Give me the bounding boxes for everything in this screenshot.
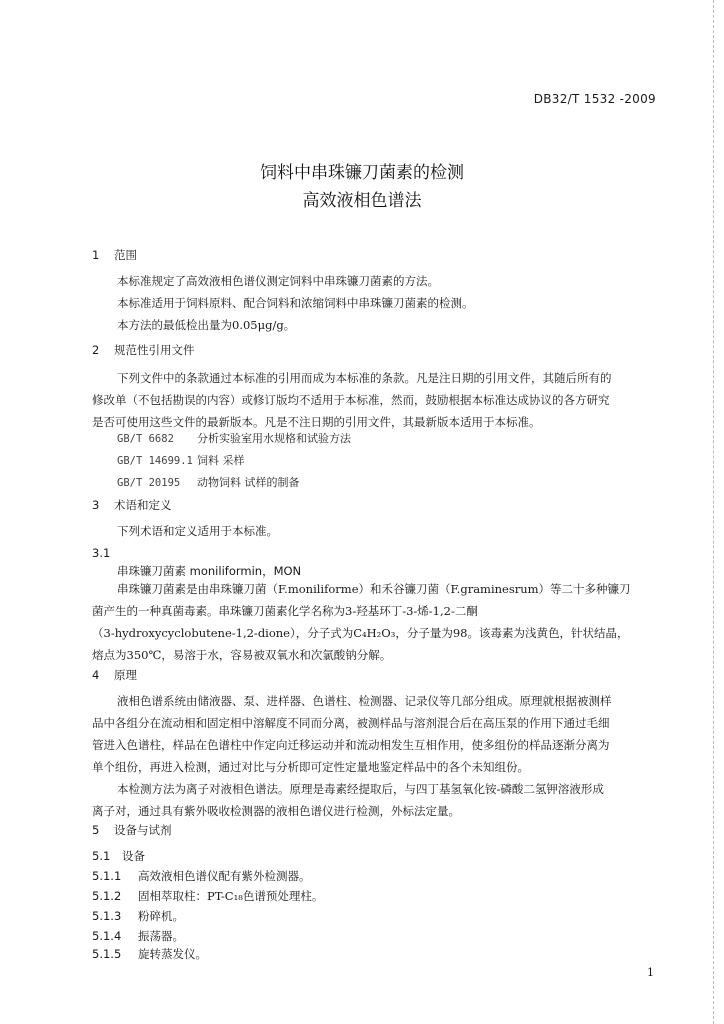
- equipment-item: 5.1.1 高效液相色谱仪配有紫外检测器。: [92, 869, 311, 883]
- section-2-body: 下列文件中的条款通过本标准的引用而成为本标准的条款。凡是注日期的引用文件，其随后所有的 修改单（不包括勘误的内容）或修订版均不适用于本标准，然而，鼓励根据本标准达成协议的各方研究 是否可使用这些文件的最新版本。凡是不注日期的引用文件，其最新版本适用于本标准。: [92, 371, 612, 429]
- section-3-intro: 下列术语和定义适用于本标准。: [117, 524, 278, 538]
- equipment-item: 5.1.4 振荡器。: [92, 929, 184, 943]
- section-3-heading: 3 术语和定义: [92, 498, 172, 512]
- section-2-heading: 2 规范性引用文件: [92, 343, 195, 357]
- section-5-heading: 5 设备与试剂: [92, 823, 172, 837]
- section-4-body: 液相色谱系统由储液器、泵、进样器、色谱柱、检测器、记录仪等几部分组成。原理就根据被测样 品中各组分在流动相和固定相中溶解度不同而分离，被测样品与溶剂混合后在高压泵的作用下通过毛细 管进入色谱柱，样品在色谱柱中作定向迁移运动并和流动相发生互相作用，使多组份的样品逐渐分离为 单个组份，再进入检测，通过对比与分析即可定性定量地鉴定样品中的各个未知组份。 本检测方法为离子对液相色谱法。原理是毒素经提取后，与四丁基氢氧化铵-磷酸二氢钾溶液形成 离子对，通过具有紫外吸收检测器的液相色谱仪进行检测，外标法定量。: [92, 694, 612, 818]
- standard-number: DB32/T 1532 -2009: [533, 92, 656, 106]
- section-3-body: 串珠镰刀菌素是由串珠镰刀菌（F.moniliforme）和禾谷镰刀菌（F.graminesrum）等二十多种镰刀 菌产生的一种真菌毒素。串珠镰刀菌素化学名称为3-羟基环丁-3-烯-1,2-二酮 （3-hydroxycyclobutene-1,2-dione），分子式为C₄H₂O₃，分子量为98。该毒素为浅黄色，针状结晶， 熔点为350℃，易溶于水，容易被双氧水和次氯酸钠分解。: [92, 582, 631, 662]
- equipment-item: 5.1.3 粉碎机。: [92, 909, 184, 923]
- reference-item: GB/T 14699.1 饲料 采样: [117, 454, 245, 467]
- subsection-3-1-number: 3.1: [92, 546, 111, 560]
- scan-edge: [713, 0, 724, 1024]
- section-1-body: 本标准规定了高效液相色谱仪测定饲料中串珠镰刀菌素的方法。 本标准适用于饲料原料、配合饲料和浓缩饲料中串珠镰刀菌素的检测。 本方法的最低检出量为0.05μg/g。: [117, 274, 474, 332]
- document-title: 饲料中串珠镰刀菌素的检测: [260, 163, 464, 183]
- document-subtitle: 高效液相色谱法: [302, 191, 422, 211]
- section-4-heading: 4 原理: [92, 668, 137, 682]
- term-heading: 串珠镰刀菌素 moniliformin，MON: [117, 564, 302, 578]
- equipment-item: 5.1.2 固相萃取柱：PT-C₁₈色谱预处理柱。: [92, 889, 324, 903]
- equipment-item: 5.1.5 旋转蒸发仪。: [92, 947, 207, 961]
- subsection-5-1-heading: 5.1 设备: [92, 849, 145, 863]
- section-1-heading: 1 范围: [92, 248, 137, 262]
- reference-item: GB/T 20195 动物饲料 试样的制备: [117, 476, 300, 489]
- page-number: 1: [647, 966, 654, 979]
- reference-item: GB/T 6682 分析实验室用水规格和试验方法: [117, 432, 351, 445]
